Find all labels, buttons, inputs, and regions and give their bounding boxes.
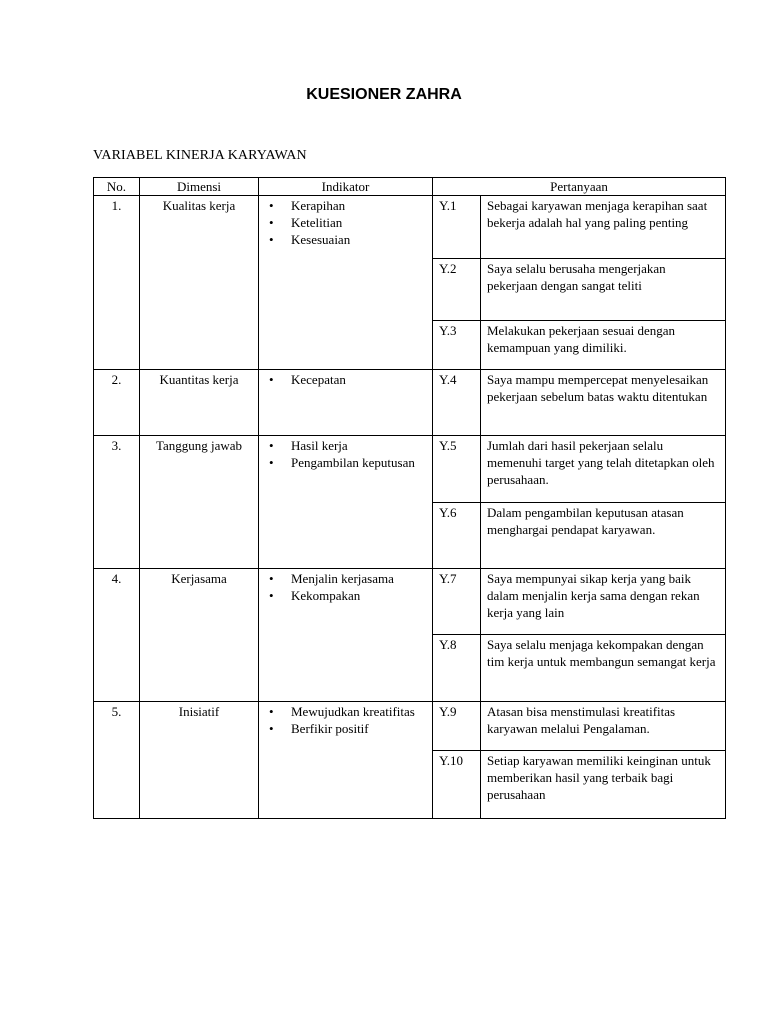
questionnaire-table xyxy=(93,177,726,819)
list-item: • Mewujudkan kreatifitas xyxy=(291,703,426,720)
list-item: • Menjalin kerjasama xyxy=(291,570,426,587)
question-code: Y.2 xyxy=(433,259,481,321)
question-code: Y.8 xyxy=(433,635,481,702)
header-pertanyaan: Pertanyaan xyxy=(433,178,726,196)
question-text: Setiap karyawan memiliki keinginan untuk memberikan hasil yang terbaik bagi perusahaan xyxy=(481,751,726,819)
row-number: 3. xyxy=(94,436,140,569)
document-title: KUESIONER ZAHRA xyxy=(306,86,462,103)
indicator-cell xyxy=(259,196,433,370)
header-no: No. xyxy=(94,178,140,196)
question-code: Y.4 xyxy=(433,370,481,436)
question-code: Y.7 xyxy=(433,569,481,635)
question-code: Y.3 xyxy=(433,321,481,370)
list-item: • Hasil kerja xyxy=(291,437,426,454)
header-indikator: Indikator xyxy=(259,178,433,196)
indicator-cell xyxy=(259,370,433,436)
question-text: Atasan bisa menstimulasi kreatifitas karyawan melalui Pengalaman. xyxy=(481,702,726,751)
table-row xyxy=(94,196,726,259)
question-text: Saya selalu menjaga kekompakan dengan tim kerja untuk membangun semangat kerja xyxy=(481,635,726,702)
list-item: • Kecepatan xyxy=(291,371,426,388)
table-row xyxy=(94,569,726,635)
row-number: 5. xyxy=(94,702,140,819)
row-number: 1. xyxy=(94,196,140,370)
question-text: Dalam pengambilan keputusan atasan menghargai pendapat karyawan. xyxy=(481,503,726,569)
table-row xyxy=(94,370,726,436)
indicator-cell xyxy=(259,702,433,819)
question-text: Melakukan pekerjaan sesuai dengan kemampuan yang dimiliki. xyxy=(481,321,726,370)
indicator-list xyxy=(265,371,426,388)
table-row xyxy=(94,702,726,751)
dimension-cell: Tanggung jawab xyxy=(140,436,259,569)
question-text: Sebagai karyawan menjaga kerapihan saat bekerja adalah hal yang paling penting xyxy=(481,196,726,259)
indicator-list xyxy=(265,570,426,604)
list-item: • Kekompakan xyxy=(291,587,426,604)
question-text: Saya mempunyai sikap kerja yang baik dalam menjalin kerja sama dengan rekan kerja yang lain xyxy=(481,569,726,635)
dimension-cell: Kualitas kerja xyxy=(140,196,259,370)
dimension-cell: Inisiatif xyxy=(140,702,259,819)
header-dimensi: Dimensi xyxy=(140,178,259,196)
list-item: • Berfikir positif xyxy=(291,720,426,737)
question-code: Y.10 xyxy=(433,751,481,819)
indicator-list xyxy=(265,197,426,248)
question-code: Y.9 xyxy=(433,702,481,751)
indicator-list xyxy=(265,437,426,471)
dimension-cell: Kuantitas kerja xyxy=(140,370,259,436)
list-item: • Kesesuaian xyxy=(291,231,426,248)
indicator-cell xyxy=(259,436,433,569)
question-code: Y.5 xyxy=(433,436,481,503)
list-item: • Ketelitian xyxy=(291,214,426,231)
dimension-cell: Kerjasama xyxy=(140,569,259,702)
list-item: • Kerapihan xyxy=(291,197,426,214)
list-item: • Pengambilan keputusan xyxy=(291,454,426,471)
question-text: Saya selalu berusaha mengerjakan pekerjaan dengan sangat teliti xyxy=(481,259,726,321)
question-text: Saya mampu mempercepat menyelesaikan pekerjaan sebelum batas waktu ditentukan xyxy=(481,370,726,436)
variable-heading: VARIABEL KINERJA KARYAWAN xyxy=(93,148,307,163)
question-code: Y.6 xyxy=(433,503,481,569)
question-code: Y.1 xyxy=(433,196,481,259)
question-text: Jumlah dari hasil pekerjaan selalu memenuhi target yang telah ditetapkan oleh perusahaan. xyxy=(481,436,726,503)
table-header-row xyxy=(94,178,726,196)
indicator-list xyxy=(265,703,426,737)
indicator-cell xyxy=(259,569,433,702)
row-number: 2. xyxy=(94,370,140,436)
table-row xyxy=(94,436,726,503)
row-number: 4. xyxy=(94,569,140,702)
